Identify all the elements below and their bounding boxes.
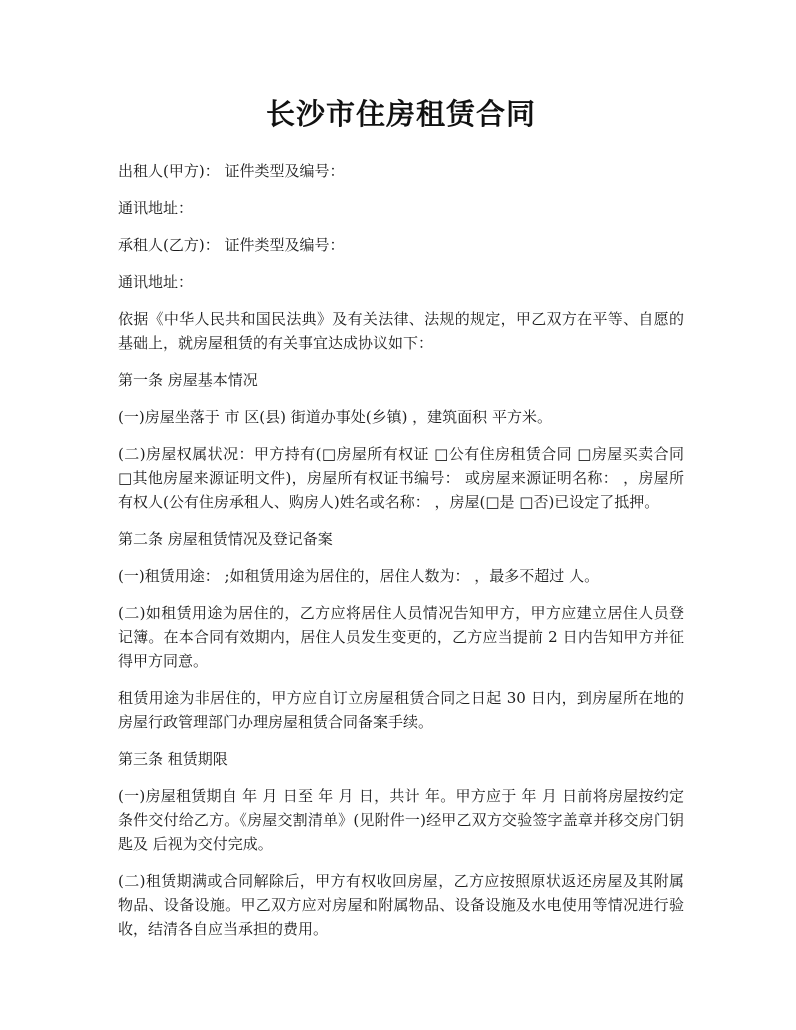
- lessor-address-line: 通讯地址：: [118, 199, 194, 217]
- article-2-heading: 第二条 房屋租赁情况及登记备案: [118, 530, 333, 548]
- preamble-paragraph: 依据《中华人民共和国民法典》及有关法律、法规的规定，甲乙双方在平等、自愿的基础上，就房屋租赁的有关事宜达成协议如下：: [118, 310, 684, 352]
- article-1-clause-2: (二)房屋权属状况：甲方持有(□房屋所有权证 □公有住房租赁合同 □房屋买卖合同 □其他房屋来源证明文件)，房屋所有权证书编号： 或房屋来源证明名称： ，房屋所有权人(公有住房承租人、购房人)姓名或名称： ，房屋(□是 □否)已设定了抵押。: [118, 445, 684, 511]
- article-3-heading: 第三条 租赁期限: [118, 750, 228, 768]
- article-3-clause-2: (二)租赁期满或合同解除后，甲方有权收回房屋，乙方应按照原状返还房屋及其附属物品、设备设施。甲乙双方应对房屋和附属物品、设备设施及水电使用等情况进行验收，结清各自应当承担的费用。: [118, 872, 684, 938]
- document-title: 长沙市住房租赁合同: [265, 97, 536, 131]
- lessee-line: 承租人(乙方)： 证件类型及编号：: [118, 236, 345, 254]
- lessee-address-line: 通讯地址：: [118, 273, 194, 291]
- article-2-clause-3: 租赁用途为非居住的，甲方应自订立房屋租赁合同之日起 30 日内，到房屋所在地的房屋行政管理部门办理房屋租赁合同备案手续。: [118, 689, 684, 731]
- lessor-line: 出租人(甲方)： 证件类型及编号：: [118, 162, 345, 180]
- article-1-clause-1: (一)房屋坐落于 市 区(县) 街道办事处(乡镇) ，建筑面积 平方米。: [118, 408, 552, 426]
- article-3-clause-1: (一)房屋租赁期自 年 月 日至 年 月 日，共计 年。甲方应于 年 月 日前将房屋按约定条件交付给乙方。《房屋交割清单》(见附件一)经甲乙双方交验签字盖章并移交房门钥匙及 后视为交付完成。: [118, 787, 684, 853]
- document-page: [118, 92, 684, 954]
- article-2-clause-1: (一)租赁用途： ;如租赁用途为居住的，居住人数为： ，最多不超过 人。: [118, 567, 600, 585]
- article-1-heading: 第一条 房屋基本情况: [118, 371, 258, 389]
- article-2-clause-2: (二)如租赁用途为居住的，乙方应将居住人员情况告知甲方，甲方应建立居住人员登记簿。在本合同有效期内，居住人员发生变更的，乙方应当提前 2 日内告知甲方并征得甲方同意。: [118, 604, 684, 670]
